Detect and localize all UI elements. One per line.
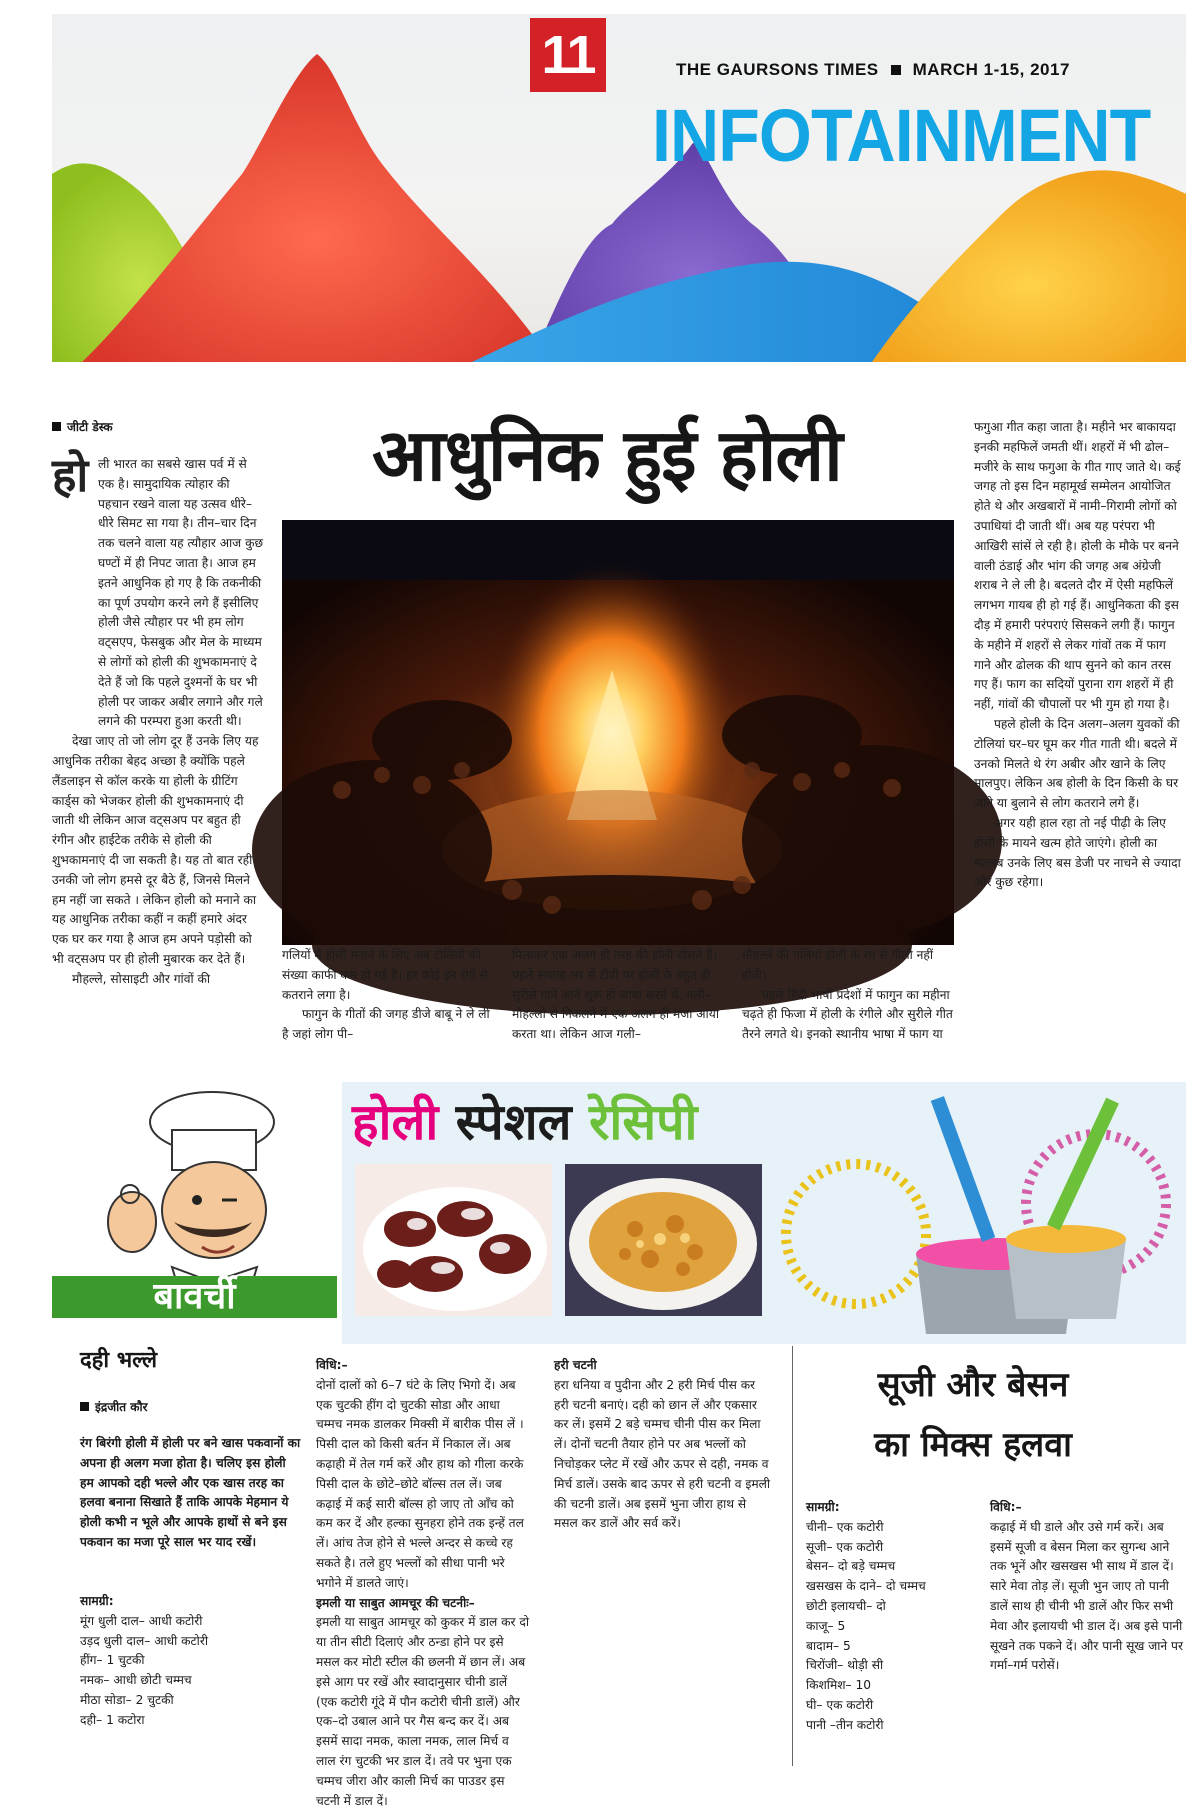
article-paragraph: देखा जाए तो जो लोग दूर हैं उनके लिए यह आधुनिक तरीका बेहद अच्छा है क्योंकि पहले लैंडलाइन से कॉल करके या होली के ग्रीटिंग कार्ड्स को भेजकर होली की शुभकामनाएं दी जाती थी लेकिन आज वट्सअप पर बहुत ही रंगीन और हाईटेक तरीके से होली की शुभकामनाएं दी जा सकती है। यह तो बात रही उनकी जो लोग हमसे दूर बैठे हैं, जिनसे मिलने हम नहीं जा सकते । लेकिन होली को मनाने का यह आधुनिक तरीका कहीं न कहीं हमारे अंदर एक घर कर गया है आज हम अपने पड़ोसी को भी वट्सअप पर ही होली मुबारक कर देते हैं। [52,734,259,966]
imli-chutney-heading: इमली या साबुत आमचूर की चटनीः– [316,1595,475,1610]
title-word-special: स्पेशल [455,1093,572,1151]
ingredient-item: नमक– आधी छोटी चम्मच [80,1673,192,1688]
article-byline [52,418,113,435]
article-paragraph: मौहल्लें की गलियां होली के रंग से गीली नहीं होती। [742,948,934,982]
column-divider [792,1346,793,1766]
ingredient-item: घी– एक कटोरी [806,1697,874,1712]
recipe-author [80,1398,148,1415]
hari-chutney-heading: हरी चटनी [554,1358,597,1372]
ingredient-item: चिरोंजी– थोड़ी सी [806,1658,884,1673]
halwa-title [838,1355,1108,1475]
ingredient-item: छोटी इलायची– दो [806,1598,886,1613]
article-paragraph: पहले होली के दिन अलग–अलग युवकों की टोलियां घर–घर घूम कर गीत गाती थी। बदले में उनको मिलते थे रंग अबीर और खाने के लिए मालपुए। लेकिन अब होली के दिन किसी के घर जाने या बुलाने से लोग कतराने लगे हैं। [974,716,1180,811]
holi-bonfire-photo [282,520,954,945]
dahi-method-column-2 [554,1356,772,1768]
dahi-bhalle-photo [355,1164,552,1316]
article-paragraph: पहले हिंदी भाषी प्रदेशों में फागुन का महीना चढ़ते ही फिजा में होली के रंगीले और सुरीले गीत तैरने लगते थे। इनको स्थानीय भाषा में फाग या [742,987,953,1042]
dahi-bhalle-title: दही भल्ले [80,1348,158,1373]
recipe-special-title [352,1090,698,1154]
dahi-ingredients [80,1592,290,1742]
article-paragraph: फगुआ गीत कहा जाता है। महीने भर बाकायदा इनकी महफिलें जमती थीं। शहरों में भी ढोल–मजीरे के साथ फगुआ के गीत गाए जाते थे। कई जगह तो इस दिन महामूर्ख सम्मेलन आयोजित होते थे और अखबारों में नामी–गिरामी लोगों को उपाधियां दी जाती थीं। अब यह परंपरा भी आखिरी सांसें ले रही है। होली के मौके पर बनने वाली ठंडाई और भांग की जगह अब अंग्रेजी शराब ने ले ली है। बदलते दौर में ऐसी महफिलें लगभग गायब ही हो गई हैं। आधुनिकता की इस दौड़ में हमारी परंपराएं सिसकने लगी हैं। फागुन के महीने में शहरों से लेकर गांवों तक में फाग गाने और ढोलक की थाप सुनने को कान तरस गए हैं। फाग का सदियों पुराना राग शहरों में ही नहीं, गांवों की चौपालों पर भी गुम हो गया है। [974,420,1181,712]
title-word-recipe: रेसिपी [588,1093,698,1151]
publication-name: THE GAURSONS TIMES [676,60,879,79]
recipe-intro: रंग बिरंगी होली में होली पर बने खास पकवानों का अपना ही अलग मजा होता है। चलिए इस होली हम आपको दही भल्ले और एक खास तरह का हलवा बनाना सिखाते हैं ताकि आपके मेहमान ये होली कभी न भूले और आपके हाथों से बने इस पकवान का मजा पूरे साल भर याद रखें। [80,1436,301,1549]
method-heading: विधि:– [316,1358,348,1372]
section-title: INFOTAINMENT [652,94,1151,177]
method-heading: विधि:– [990,1500,1022,1514]
method-text: कढ़ाई में घी डाले और उसे गर्म करें। अब इसमें सूजी व बेसन मिला कर सुगन्ध आने तक भूनें और खसखस भी साथ में डाल दें। सारे मेवा तोड़ लें। सूजी भुन जाए तो पानी डालें साथ ही चीनी भी डालें और फिर सभी मेवा और इलायची भी डाल दें। अब इसे पानी सूखने तक पकने दें। और पानी सूख जाने पर गर्मा–गर्म परोसें। [990,1519,1183,1673]
ingredient-item: किशमिश– 10 [806,1678,872,1693]
ingredient-item: मूंग धुली दाल– आधी कटोरी [80,1613,203,1628]
issue-date: MARCH 1-15, 2017 [912,60,1070,79]
article-paragraph: गलियों में होली मनाने के लिए अब टोलियों की संख्या काफी कम हो गई है। हर कोई इन रंगों से कतराने लगा है। [282,948,488,1002]
ingredient-item: मीठा सोडा– 2 चुटकी [80,1692,174,1707]
article-column-5 [974,418,1186,1068]
ingredient-item: पानी –तीन कटोरी [806,1717,884,1732]
byline-text: जीटी डेस्क [67,420,113,434]
article-column-1 [52,455,264,1065]
article-paragraph: अगर यही हाल रहा तो नई पीढ़ी के लिए होली के मायने खत्म होते जाएंगे। होली का मतलब उनके लिए बस डेजी पर नाचने से ज्यादा और कुछ रहेगा। [974,815,1181,890]
bawarchi-label: बावर्ची [52,1276,337,1318]
article-column-3 [512,946,724,1068]
article-paragraph: फागुन के गीतों की जगह डीजे बाबू ने ले ली है जहां लोग पी– [282,1007,490,1042]
halwa-title-line2: का मिक्स हलवा [874,1425,1072,1465]
article-paragraph: ली भारत का सबसे खास पर्व में से एक है। सामुदायिक त्योहार की पहचान रखने वाला यह उत्सव धीरे–धीरे सिमट सा गया है। तीन–चार दिन तक चलने वाला यह त्यौहार आज कुछ घण्टों में ही निपट जाता है। आज हम इतने आधुनिक हो गए है कि तकनीकी का पूर्ण उपयोग करने लगे हैं इसीलिए होली जैसे त्यौहार पर भी हम लोग वट्सएप, फेसबुक और मेल के माध्यम से लोगों को होली की शुभकामनाएं दे देते हैं जो कि पहले दुश्मनों के घर भी होली पर जाकर अबीर लगाने और गले लगने की परम्परा हुआ करती थी। [98,457,263,729]
ingredient-item: काजू– 5 [806,1618,846,1633]
paint-buckets-illustration [776,1084,1176,1342]
title-word-holi: होली [352,1093,439,1151]
article-paragraph: मौहल्ले, सोसाइटी और गांवों की [72,971,211,986]
author-square-icon [80,1402,89,1411]
method-text: दोनों दालों को 6–7 घंटे के लिए भिगो दें। अब एक चुटकी हींग दो चुटकी सोडा और आधा चम्मच नमक डालकर मिक्सी में बारीक पीस लें । पिसी दाल को किसी बर्तन में निकाल लें। अब कढ़ाही में तेल गर्म करें और हाथ को गीला करके पिसी दाल के छोटे–छोटे बॉल्स तल लें। जब कढ़ाई में कई सारी बॉल्स हो जाए तो आँच को कम कर दें और हल्का सुनहरा होने तक इन्हें तल लें। आंच तेज होने से भल्ले अन्दर से कच्चे रह सकते है। तले हुए भल्लों को सीधा पानी भरे भगोने में डालते जाएं। [316,1377,524,1590]
ingredients-heading: सामग्री: [80,1594,114,1608]
byline-square-icon [52,422,61,431]
ingredient-item: बेसन– दो बड़े चम्मच [806,1559,896,1574]
halwa-photo [565,1164,762,1316]
ingredient-item: खसखस के दाने– दो चम्मच [806,1579,926,1594]
ingredients-heading: सामग्री: [806,1500,840,1514]
ingredient-item: हींग– 1 चुटकी [80,1653,145,1668]
imli-chutney-text: इमली या साबुत आमचूर को कुकर में डाल कर दो या तीन सीटी दिलाएं और ठन्डा होने पर इसे मसल कर मोटी स्टील की छलनी में छान लें। अब इसे आग पर रखें और स्वादानुसार चीनी डालें (एक कटोरी गूंदे में पौन कटोरी चीनी डालें) और एक–दो उबाल आने पर गैस बन्द कर दें। अब इसमें सादा नमक, काला नमक, लाल मिर्च व लाल रंग चुटकी भर डाल दें। तवे पर भुना एक चम्मच जीरा और काली मिर्च का पाउडर इस चटनी में डाल दें। [316,1615,529,1808]
masthead-line [676,60,1070,80]
halwa-method [990,1498,1186,1768]
dahi-method-column [316,1356,530,1808]
author-name: इंद्रजीत कौर [95,1400,148,1414]
page-number: 11 [530,18,606,92]
ingredient-item: उड़द धुली दाल– आधी कटोरी [80,1633,208,1648]
halwa-title-line1: सूजी और बेसन [877,1365,1069,1405]
ingredient-item: सूजी– एक कटोरी [806,1539,884,1554]
ingredient-item: चीनी– एक कटोरी [806,1519,884,1534]
hari-chutney-text: हरा धनिया व पुदीना और 2 हरी मिर्च पीस कर हरी चटनी बनाएं। दही को छान लें और एकसार कर लें। इसमें 2 बड़े चम्मच चीनी पीस कर मिला लें। दोनों चटनी तैयार होने पर अब भल्लों को निचोड़कर प्लेट में रखें और ऊपर से दही, नमक व मिर्च डालें। उसके बाद ऊपर से हरी चटनी व इमली की चटनी डालें। अब इसमें भुना जीरा हाथ से मसल कर डालें और सर्व करें। [554,1377,771,1531]
dropcap: हो [52,448,89,502]
article-column-2 [282,946,490,1068]
article-paragraph: पिलाकर एक अलग ही तरह की होली खेलते हैं। पहले सप्ताह भर से टीवी पर होली के बहुत ही सुरीले गाने आने शुरू हो जाया करते थे, गली–मौहल्लों से निकलने में एक अलग ही मजा आया करता था। लेकिन आज गली– [512,948,719,1042]
masthead-separator [891,65,901,75]
ingredient-item: दही– 1 कटोरा [80,1712,145,1727]
halwa-ingredients [806,1498,976,1758]
article-column-4 [742,946,954,1068]
article-headline: आधुनिक हुई होली [372,413,842,497]
ingredient-item: बादाम– 5 [806,1638,851,1653]
